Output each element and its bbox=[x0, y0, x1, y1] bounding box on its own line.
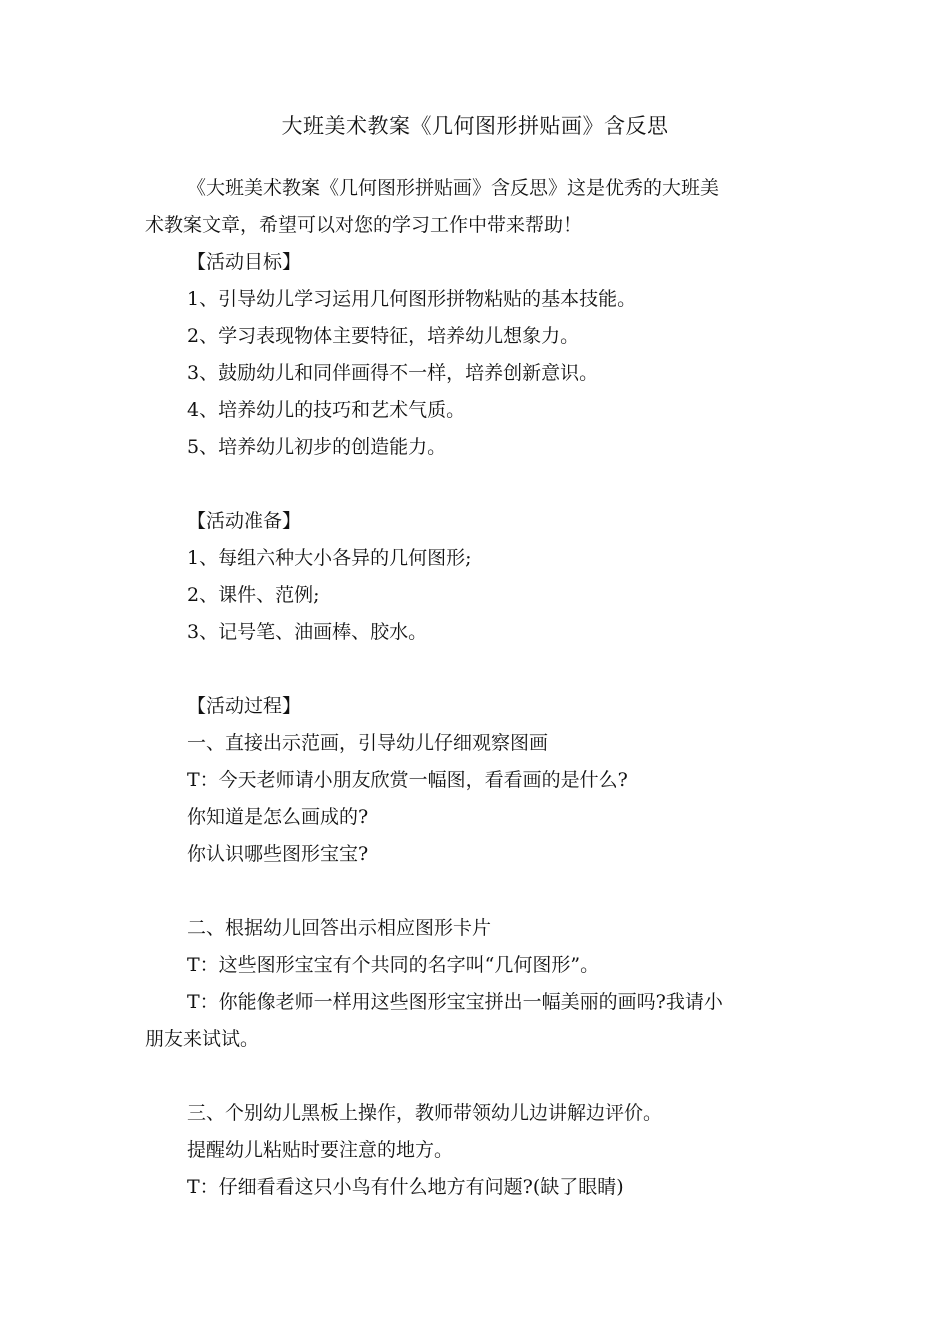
intro-paragraph-line: 术教案文章，希望可以对您的学习工作中带来帮助！ bbox=[145, 214, 583, 236]
goal-item: 1、引导幼儿学习运用几何图形拼物粘贴的基本技能。 bbox=[187, 288, 637, 310]
process-line: T：仔细看看这只小鸟有什么地方有问题?(缺了眼睛) bbox=[187, 1176, 624, 1198]
process-line: 提醒幼儿粘贴时要注意的地方。 bbox=[187, 1139, 454, 1161]
blank-line bbox=[145, 651, 810, 688]
process-line: 你认识哪些图形宝宝? bbox=[187, 843, 369, 865]
goal-item: 3、鼓励幼儿和同伴画得不一样，培养创新意识。 bbox=[187, 362, 599, 384]
section-heading-preparation: 【活动准备】 bbox=[187, 510, 302, 532]
process-line: T：你能像老师一样用这些图形宝宝拼出一幅美丽的画吗?我请小 bbox=[187, 991, 723, 1013]
document-body bbox=[145, 170, 810, 1206]
blank-line bbox=[145, 873, 810, 910]
process-line: 一、直接出示范画，引导幼儿仔细观察图画 bbox=[187, 732, 549, 754]
blank-line bbox=[145, 466, 810, 503]
process-line: 二、根据幼儿回答出示相应图形卡片 bbox=[187, 917, 492, 939]
preparation-item: 3、记号笔、油画棒、胶水。 bbox=[187, 621, 428, 643]
process-line: 你知道是怎么画成的? bbox=[187, 806, 369, 828]
goal-item: 5、培养幼儿初步的创造能力。 bbox=[187, 436, 447, 458]
preparation-item: 1、每组六种大小各异的几何图形; bbox=[187, 547, 472, 569]
document-title: 大班美术教案《几何图形拼贴画》含反思 bbox=[281, 114, 669, 138]
process-line: 三、个别幼儿黑板上操作，教师带领幼儿边讲解边评价。 bbox=[187, 1102, 663, 1124]
intro-paragraph-line: 《大班美术教案《几何图形拼贴画》含反思》这是优秀的大班美 bbox=[187, 177, 720, 199]
goal-item: 4、培养幼儿的技巧和艺术气质。 bbox=[187, 399, 466, 421]
blank-line bbox=[145, 1058, 810, 1095]
preparation-item: 2、课件、范例; bbox=[187, 584, 320, 606]
goal-item: 2、学习表现物体主要特征，培养幼儿想象力。 bbox=[187, 325, 580, 347]
process-line: 朋友来试试。 bbox=[145, 1028, 260, 1050]
section-heading-process: 【活动过程】 bbox=[187, 695, 302, 717]
section-heading-goals: 【活动目标】 bbox=[187, 251, 302, 273]
process-line: T：这些图形宝宝有个共同的名字叫“几何图形”。 bbox=[187, 954, 600, 976]
process-line: T：今天老师请小朋友欣赏一幅图，看看画的是什么? bbox=[187, 769, 628, 791]
